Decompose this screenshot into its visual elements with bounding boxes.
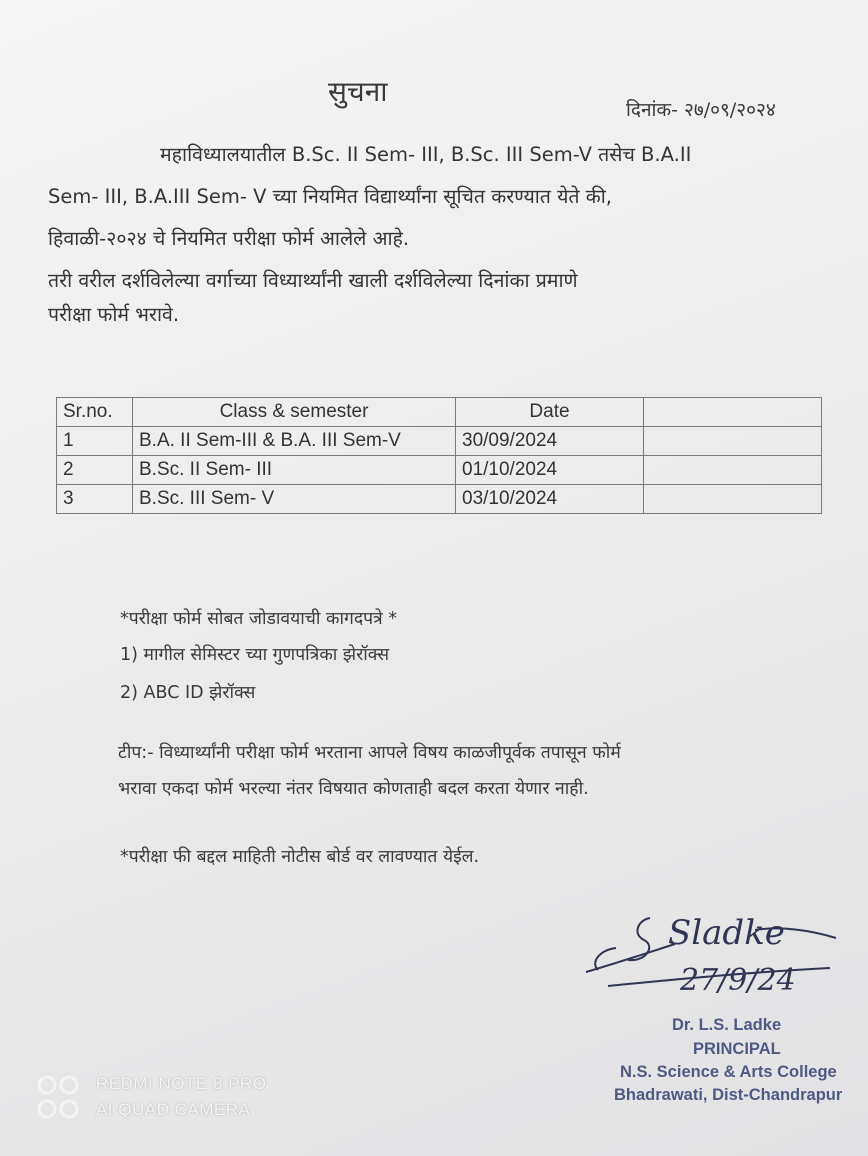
row-sr: 1 [57,427,133,456]
row-sr: 2 [57,456,133,485]
signature-date: 27/9/24 [680,963,796,998]
notice-date: दिनांक- २७/०९/२०२४ [626,99,776,121]
notice-title: सुचना [328,75,388,108]
header-date: Date [456,398,644,427]
row-extra [644,456,822,485]
row-date: 30/09/2024 [456,427,644,456]
watermark-line-2: AI QUAD CAMERA [96,1100,251,1119]
tip-line-2: भरावा एकदा फोर्म भरल्या नंतर विषयात कोणताही बदल करता येणार नाही. [118,779,589,799]
row-date: 03/10/2024 [456,485,644,514]
watermark-line-1: REDMI NOTE 8 PRO [96,1074,267,1093]
document-item-2: 2) ABC ID झेरॉक्स [120,683,256,703]
principal-title: PRINCIPAL [693,1040,781,1058]
signature-name: Sladke [668,913,785,953]
table-header-row [57,398,822,427]
college-name: N.S. Science & Arts College [620,1063,837,1081]
schedule-table [56,397,822,514]
camera-logo-icon [36,1074,82,1120]
row-class: B.Sc. II Sem- III [133,456,456,485]
header-blank [644,398,822,427]
fee-note: *परीक्षा फी बद्दल माहिती नोटीस बोर्ड वर लावण्यात येईल. [120,847,480,867]
table-row [57,456,822,485]
row-class: B.Sc. III Sem- V [133,485,456,514]
header-sr-no: Sr.no. [57,398,133,427]
row-date: 01/10/2024 [456,456,644,485]
body-line-3: हिवाळी-२०२४ चे नियमित परीक्षा फोर्म आलेले आहे. [48,227,410,250]
table-row [57,427,822,456]
row-extra [644,427,822,456]
documents-heading: *परीक्षा फोर्म सोबत जोडावयाची कागदपत्रे * [120,609,398,629]
row-class: B.A. II Sem-III & B.A. III Sem-V [133,427,456,456]
document-item-1: 1) मागील सेमिस्टर च्या गुणपत्रिका झेरॉक्स [120,645,390,665]
tip-line-1: टीप:- विध्यार्थ्यांनी परीक्षा फोर्म भरताना आपले विषय काळजीपूर्वक तपासून फोर्म [118,743,621,763]
body-line-2: Sem- III, B.A.III Sem- V च्या नियमित विद्यार्थ्यांना सूचित करण्यात येते की, [48,185,612,208]
row-extra [644,485,822,514]
body-line-1: महाविध्यालयातील B.Sc. II Sem- III, B.Sc. III Sem-V तसेच B.A.II [160,143,692,166]
header-class-semester: Class & semester [133,398,456,427]
college-location: Bhadrawati, Dist-Chandrapur [614,1086,843,1104]
signature [580,900,840,1010]
principal-name: Dr. L.S. Ladke [672,1016,782,1034]
body-line-4: तरी वरील दर्शविलेल्या वर्गाच्या विध्यार्थ्यांनी खाली दर्शविलेल्या दिनांका प्रमाणे [48,269,578,292]
table-row [57,485,822,514]
body-line-5: परीक्षा फोर्म भरावे. [48,303,180,326]
row-sr: 3 [57,485,133,514]
